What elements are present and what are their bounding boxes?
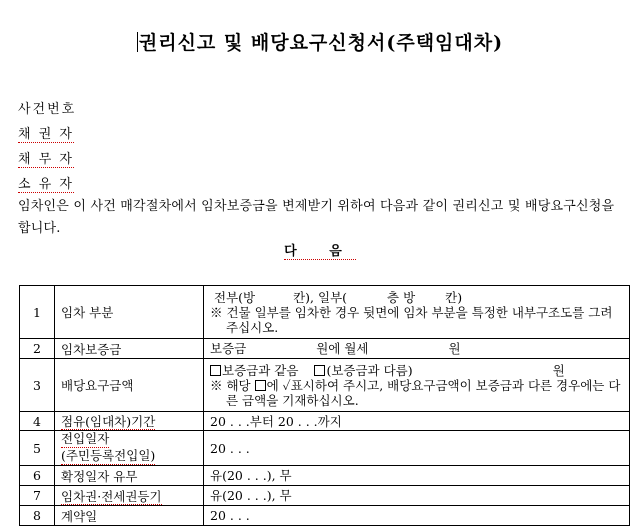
row-label [55, 431, 204, 466]
page-title-text: 권리신고 및 배당요구신청서(주택임대차) [138, 32, 504, 54]
row-label: 계약일 [55, 506, 204, 526]
row-label: 임차보증금 [55, 339, 204, 359]
table-row [20, 412, 630, 431]
row-number: 2 [20, 339, 55, 359]
application-table [19, 285, 630, 526]
deposit-label: 보증금 [210, 341, 247, 356]
row-label: 배당요구금액 [55, 359, 204, 412]
table-row [20, 506, 630, 526]
table-row [20, 431, 630, 466]
row-number: 8 [20, 506, 55, 526]
creditor-label: 채 권 자 [18, 127, 74, 142]
debtor-field[interactable] [18, 148, 74, 167]
debtor-label: 채 무 자 [18, 152, 74, 167]
note-text: 에 ✓표시하여 주시고, 배당요구금액이 보증금과 다른 경우에는 다른 금액을 기재하십시오. [226, 377, 621, 408]
row-label-text: 임차권·전세권등기 [61, 488, 162, 504]
row-number: 4 [20, 412, 55, 431]
claim-amount-cell[interactable] [204, 359, 630, 412]
deposit-cell[interactable] [204, 339, 630, 359]
table-row [20, 339, 630, 359]
checkbox-different[interactable] [314, 365, 325, 376]
same-as-deposit-label: 보증금과 같음 [222, 362, 299, 378]
different-from-deposit-label: (보증금과 다름) [326, 362, 413, 378]
note-prefix: ※ 해당 [210, 377, 251, 393]
floorplan-note: ※ 건물 일부를 임차한 경우 뒷면에 임차 부분을 특정한 내부구조도를 그려 주십시오. [210, 304, 613, 335]
row-number: 1 [20, 286, 55, 339]
row-number: 6 [20, 466, 55, 486]
creditor-field[interactable] [18, 123, 74, 142]
room-count-label: 칸) [445, 289, 463, 305]
row-label: 임차 부분 [55, 286, 204, 339]
contract-date-cell[interactable]: 20 . . . [204, 506, 630, 526]
intro-paragraph: 임차인은 이 사건 매각절차에서 임차보증금을 변제받기 위하여 다음과 같이 권리신고 및 배당요구신청을 합니다. [18, 199, 615, 236]
text-cursor [137, 32, 138, 52]
partial-label: 칸), 일부( [293, 289, 348, 305]
row-label: 확정일자 유무 [55, 466, 204, 486]
rented-portion-cell[interactable] [204, 286, 630, 339]
owner-field[interactable] [18, 173, 74, 192]
won-label: 원 [448, 341, 461, 356]
page-title [0, 28, 640, 55]
rented-portion-options [210, 290, 623, 305]
table-row [20, 286, 630, 339]
whole-label: 전부(방 [214, 289, 256, 305]
move-in-date-cell[interactable]: 20 . . . [204, 431, 630, 466]
occupancy-period-cell[interactable]: 20 . . .부터 20 . . .까지 [204, 412, 630, 431]
checkbox-same[interactable] [210, 365, 221, 376]
row-label [55, 486, 204, 506]
section-heading [0, 240, 640, 259]
section-heading-text: 다 음 [284, 244, 356, 259]
row-number: 3 [20, 359, 55, 412]
row-label-text: 점유(임대차)기간 [61, 414, 156, 429]
row-label-line2: (주민등록전입일) [61, 448, 156, 463]
won-label: 원 [552, 362, 565, 378]
floor-room-label: 층 방 [387, 289, 416, 305]
case-number-field[interactable]: 사건번호 [18, 102, 77, 117]
row-label [55, 412, 204, 431]
claim-options [210, 363, 623, 378]
checkbox-icon [255, 380, 266, 391]
row-number: 7 [20, 486, 55, 506]
row-label-line1: 전입일자 [61, 431, 110, 446]
claim-note [210, 378, 623, 408]
owner-label: 소 유 자 [18, 177, 74, 192]
table-row [20, 359, 630, 412]
fixed-date-cell[interactable]: 유(20 . . .), 무 [204, 466, 630, 486]
table-row [20, 486, 630, 506]
table-row [20, 466, 630, 486]
row-number: 5 [20, 431, 55, 466]
monthly-rent-label: 원에 월세 [316, 341, 369, 356]
lease-registration-cell[interactable]: 유(20 . . .), 무 [204, 486, 630, 506]
